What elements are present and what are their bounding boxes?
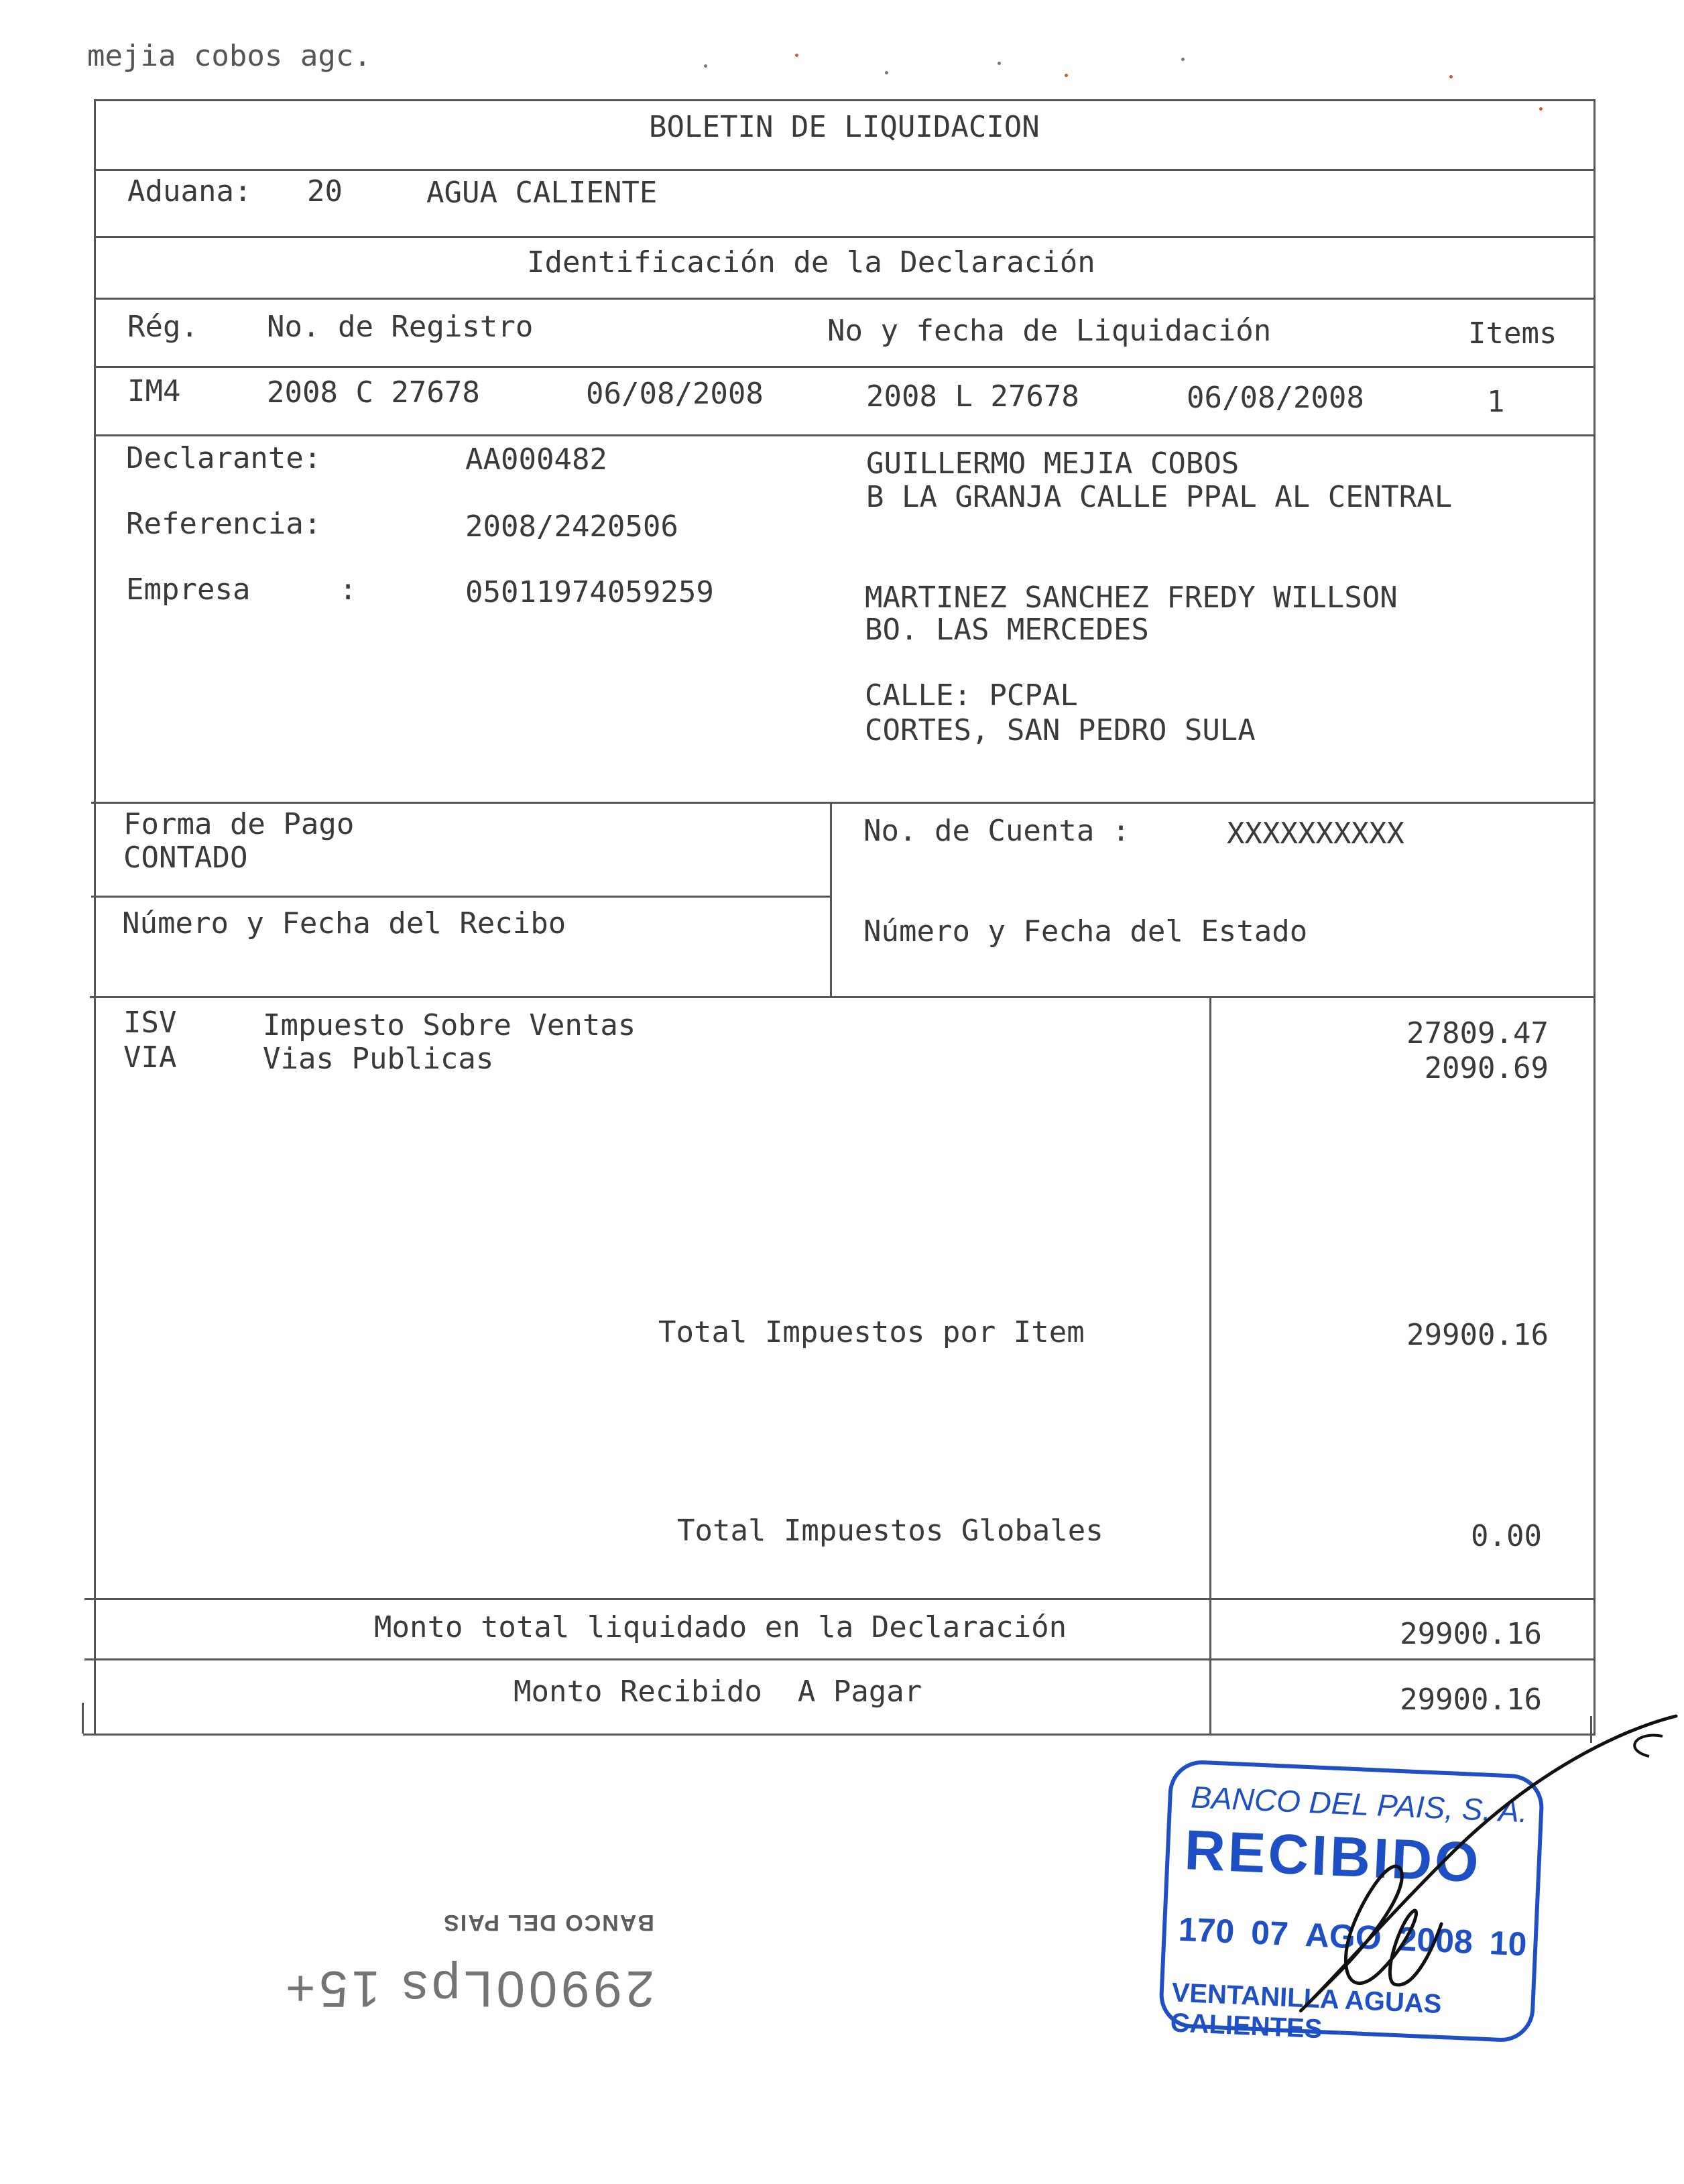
divider bbox=[830, 802, 832, 996]
declarante-label: Declarante: bbox=[126, 441, 322, 475]
cuenta-value: XXXXXXXXXX bbox=[1227, 816, 1404, 851]
col-registro-header: No. de Registro bbox=[267, 310, 534, 344]
empresa-address-1: BO. LAS MERCEDES bbox=[865, 613, 1149, 647]
stamp-status: RECIBIDO bbox=[1183, 1818, 1483, 1894]
divider bbox=[94, 298, 1596, 300]
empresa-value: 05011974059259 bbox=[465, 575, 714, 609]
empresa-address-2: CALLE: PCPAL bbox=[865, 678, 1078, 713]
mirrored-bank-stamp bbox=[282, 1897, 654, 2042]
stamp-window: VENTANILLA AGUAS CALIENTES bbox=[1169, 1978, 1443, 2045]
referencia-value: 2008/2420506 bbox=[465, 509, 678, 544]
speck bbox=[1181, 58, 1185, 61]
liquidacion-fecha: 06/08/2008 bbox=[1187, 381, 1364, 415]
registro-no: 2008 C 27678 bbox=[267, 375, 480, 410]
estado-label: Número y Fecha del Estado bbox=[863, 914, 1308, 949]
monto-total-label: Monto total liquidado en la Declaración bbox=[374, 1610, 1067, 1644]
mirrored-stamp-amount: 29900Lps 15+ bbox=[282, 1960, 654, 2017]
empresa-address-3: CORTES, SAN PEDRO SULA bbox=[865, 713, 1256, 747]
liquidacion-no: 2008 L 27678 bbox=[866, 379, 1079, 414]
speck bbox=[885, 71, 888, 74]
signature bbox=[1220, 1689, 1684, 2065]
tax-code: VIA bbox=[123, 1040, 177, 1075]
divider bbox=[84, 1598, 1596, 1600]
referencia-label: Referencia: bbox=[126, 507, 322, 541]
tax-description: Vias Publicas bbox=[263, 1042, 494, 1076]
total-por-item-value: 29900.16 bbox=[1406, 1318, 1549, 1352]
declarante-name: GUILLERMO MEJIA COBOS bbox=[866, 446, 1240, 481]
items-value: 1 bbox=[1487, 385, 1505, 419]
divider bbox=[90, 996, 1596, 998]
forma-pago-value: CONTADO bbox=[123, 841, 248, 875]
divider bbox=[94, 366, 1596, 368]
header-note: mejia cobos agc. bbox=[87, 39, 371, 73]
divider bbox=[94, 169, 1596, 171]
col-liquidacion-header: No y fecha de Liquidación bbox=[827, 314, 1272, 348]
declarante-address: B LA GRANJA CALLE PPAL AL CENTRAL bbox=[866, 480, 1453, 514]
speck bbox=[998, 62, 1001, 65]
divider bbox=[94, 434, 1596, 436]
tax-amount: 2090.69 bbox=[1424, 1051, 1549, 1085]
speck bbox=[1449, 75, 1453, 78]
recibo-label: Número y Fecha del Recibo bbox=[122, 906, 566, 941]
identificacion-heading: Identificación de la Declaración bbox=[527, 245, 1095, 280]
col-items-header: Items bbox=[1468, 316, 1557, 351]
corner-mark bbox=[82, 1703, 84, 1734]
stamp-bank-name: BANCO DEL PAIS, S. A. bbox=[1190, 1779, 1528, 1829]
monto-recibido-value: 29900.16 bbox=[1400, 1683, 1542, 1717]
total-globales-value: 0.00 bbox=[1471, 1519, 1542, 1553]
stamp-month: AGO bbox=[1304, 1916, 1382, 1957]
speck bbox=[1065, 74, 1068, 77]
monto-recibido-label: Monto Recibido A Pagar bbox=[514, 1675, 922, 1709]
aduana-code: 20 bbox=[307, 174, 343, 208]
stamp-teller: 10 bbox=[1488, 1924, 1528, 1963]
total-globales-label: Total Impuestos Globales bbox=[677, 1514, 1103, 1548]
stamp-branch-no: 170 bbox=[1177, 1910, 1236, 1951]
speck bbox=[704, 64, 707, 68]
tax-amount: 27809.47 bbox=[1406, 1016, 1549, 1050]
empresa-label: Empresa : bbox=[126, 572, 357, 607]
tax-code: ISV bbox=[123, 1006, 177, 1040]
speck bbox=[795, 54, 798, 57]
cuenta-label: No. de Cuenta : bbox=[863, 814, 1130, 848]
divider bbox=[94, 236, 1596, 238]
form-title: BOLETIN DE LIQUIDACION bbox=[649, 110, 1040, 144]
tax-description: Impuesto Sobre Ventas bbox=[263, 1008, 636, 1042]
total-por-item-label: Total Impuestos por Item bbox=[658, 1315, 1085, 1349]
speck bbox=[1539, 107, 1543, 111]
forma-pago-label: Forma de Pago bbox=[123, 807, 355, 841]
stamp-day: 07 bbox=[1250, 1913, 1290, 1953]
divider bbox=[1209, 996, 1211, 1734]
divider bbox=[84, 1658, 1596, 1660]
stamp-year: 2008 bbox=[1397, 1920, 1474, 1961]
aduana-label: Aduana: bbox=[127, 174, 252, 208]
divider bbox=[91, 896, 831, 898]
empresa-name: MARTINEZ SANCHEZ FREDY WILLSON bbox=[865, 581, 1398, 615]
reg-value: IM4 bbox=[127, 374, 181, 408]
registro-fecha: 06/08/2008 bbox=[586, 377, 764, 411]
declarante-code: AA000482 bbox=[465, 442, 607, 477]
aduana-name: AGUA CALIENTE bbox=[426, 176, 658, 210]
mirrored-stamp-bank: BANCO DEL PAIS bbox=[442, 1910, 654, 1935]
monto-total-value: 29900.16 bbox=[1400, 1617, 1542, 1651]
col-reg-header: Rég. bbox=[127, 310, 198, 344]
divider bbox=[91, 802, 1596, 804]
